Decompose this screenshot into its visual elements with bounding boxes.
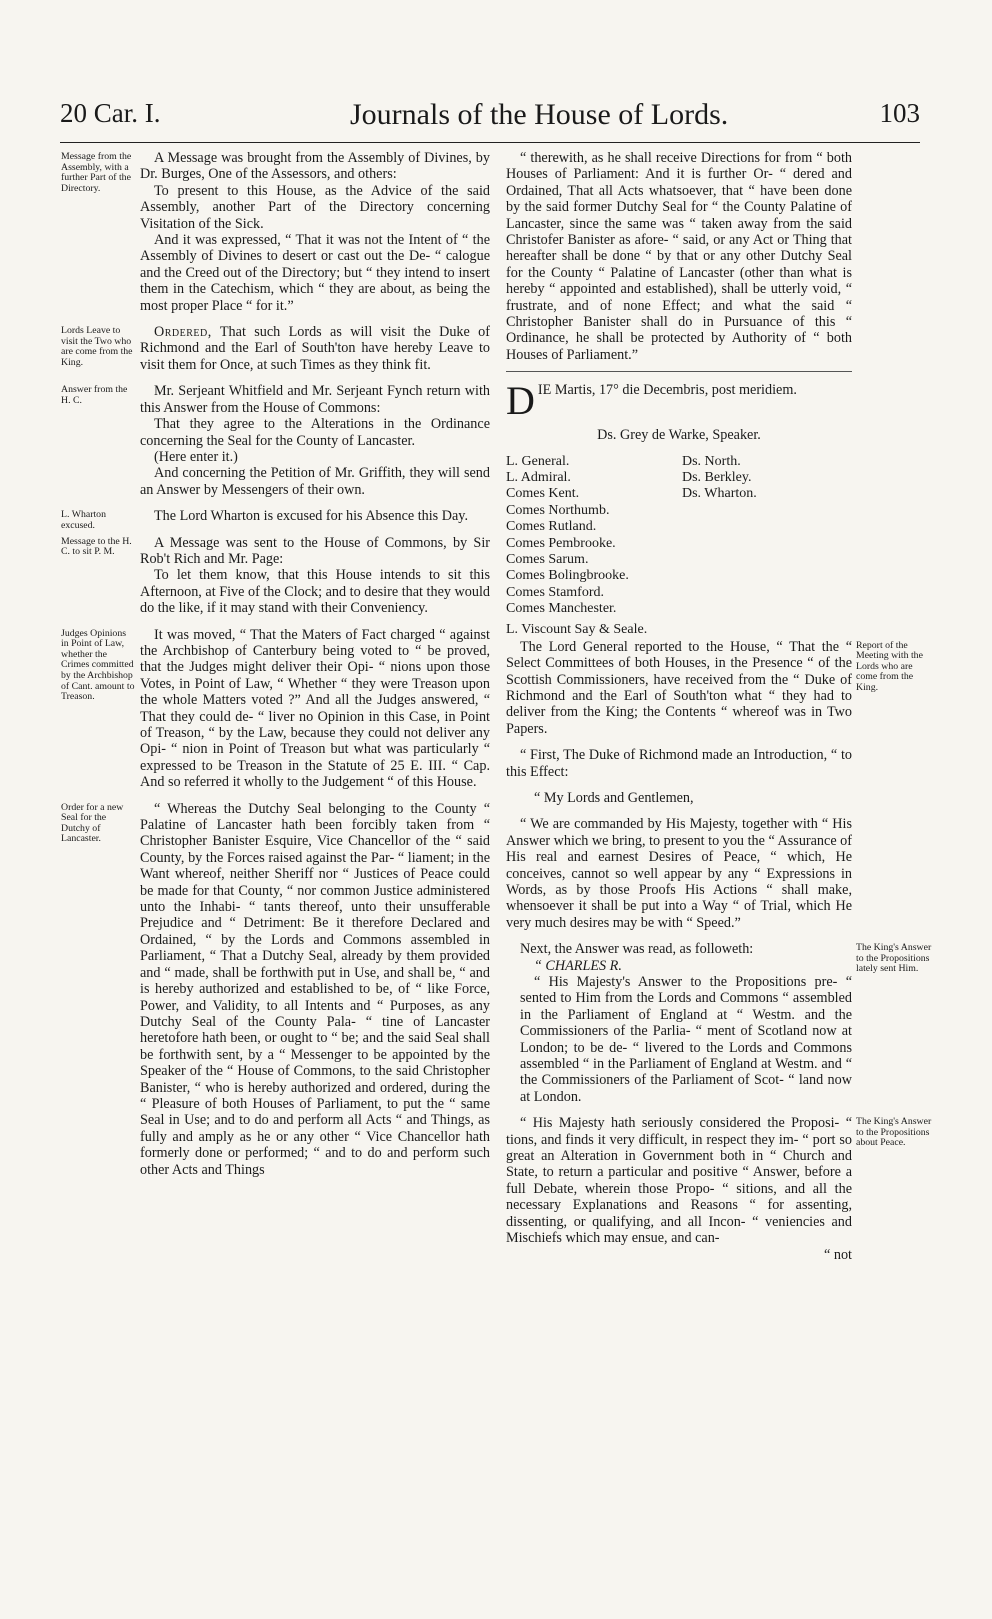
attendee: L. Viscount Say & Seale.	[506, 621, 648, 637]
ordinance-continuation: “ therewith, as he shall receive Directions for from “ both Houses of Parliament: And it is further Or- “ dered and Ordained, That all Acts whatsoever, that “ have been done by the said former Dutchy Seal for “ the County Palatine of Lancaster, since the same was “ taken away from the said Christofer Banister as afore- “ said, or any Act or Thing that hereafter shall be done “ by that or any other Dutchy Seal for the County “ Palatine of Lancaster (other than what is hereby “ appointed and established), shall be utterly void, “ frustrate, and of none Effect; and what the said “ Christopher Banister shall do in Pursuance of this “ Ordinance, he shall be protected by Authority of “ both Houses of Parliament.”	[506, 150, 852, 363]
paragraph: The Lord General reported to the House, “ That the “ Select Committees of both Houses, in the Presence “ of the Scottish Commissioners, have received from the “ Duke of Richmond and the Earl of South'ton what “ they had to deliver from the King; the Contents “ whereof was in Two Papers.	[506, 638, 852, 737]
attendance-barons	[682, 454, 757, 503]
page-number: 103	[879, 98, 920, 128]
paragraph	[140, 324, 490, 373]
paragraph: A Message was brought from the Assembly of Divines, by Dr. Burges, One of the Assessors, and others:	[140, 150, 490, 183]
entry-assembly-message	[61, 150, 490, 314]
header-rule	[60, 142, 920, 143]
section-rule	[506, 371, 852, 372]
paragraph: To present to this House, as the Advice of the said Assembly, another Part of the Directory concerning Visitation of the Sick.	[140, 182, 490, 232]
paragraph: “ Whereas the Dutchy Seal belonging to the County “ Palatine of Lancaster hath been forcibly taken from “ Christopher Banister Esquire, Vice Chancellor of the “ said County, by the Forces raised against the Par- “ liament; in the Want whereof, neither Sheriff nor “ Justices of Peace could be made for that County, “ nor common Justice administered unto the Inhabi- “ tants thereof, unto their unsufferable Prejudice and “ Detriment: Be it therefore Declared and Ordained, “ by the Lords and Commons assembled in Parliament, “ That a Dutchy Seal, already by them provided and “ made, shall be forthwith put in Use, and shall be, “ and is hereby authorized and established to be, of “ like Force, Power, and Validity, to all Intents and “ Purposes, as any Dutchy Seal of the County Pala- “ tine of Lancaster heretofore hath been, or ought to “ be; and the said Seal shall be forthwith sent, by a “ Messenger to be appointed by the Speaker of the “ House of Commons, to the said Christopher Banister, “ who is hereby authorized and ordered, during the “ Pleasure of both Houses of Parliament, to put the “ same Seal in Use; and to do and perform all Acts “ and Things, as fully and amply as he or any other “ Vice Chancellor hath formerly done or performed; “ and to do and perform such other Acts and Things	[140, 800, 490, 1178]
paragraph: Mr. Serjeant Whitfield and Mr. Serjeant Fynch return with this Answer from the House of Commons:	[140, 383, 490, 416]
paragraph: And it was expressed, “ That it was not the Intent of “ the Assembly of Divines to desert or cast out the De- “ calogue and the Creed out of the Directory; but “ they intend to insert them in the Catechism, which “ they are about, as being the most proper Place “ for it.”	[140, 232, 490, 314]
attendee: Comes Sarum.	[506, 552, 589, 568]
paragraph: To let them know, that this House intends to sit this Afternoon, at Five of the Clock; and to desire that they would do the like, if it may stand with their Conveniency.	[140, 567, 490, 617]
attendee: L. General.	[506, 453, 570, 469]
running-header	[60, 98, 920, 140]
attendance-earls	[506, 454, 647, 638]
paragraph: A Message was sent to the House of Commons, by Sir Rob't Rich and Mr. Page:	[140, 534, 490, 567]
margin-note: Lords Leave to visit the Two who are come from the King.	[61, 325, 133, 368]
attendance-list	[506, 454, 852, 639]
entry-kings-answer	[506, 941, 932, 1105]
attendee: Comes Northumb.	[506, 502, 610, 518]
paragraph: “ We are commanded by His Majesty, together with “ His Answer which we bring, to present to you the “ Assurance of His real and earnest Desires of Peace, “ which, He conceives, cannot so well appear by any “ Expressions in Words, as by those Proofs His Actions “ shall make, whensoever it shall be put into a Way “ of Trial, which He very much desires may be with “ Speed.”	[506, 816, 852, 931]
entry-peace-answer	[506, 1115, 932, 1263]
attendee: Ds. Wharton.	[682, 486, 757, 502]
paragraph: (Here enter it.)	[154, 448, 238, 465]
margin-note: Report of the Meeting with the Lords who are come from the King.	[856, 639, 923, 694]
paragraph: The Lord Wharton is excused for his Absence this Day.	[154, 508, 469, 525]
attendee: Comes Stamford.	[506, 584, 604, 600]
address-line: “ My Lords and Gentlemen,	[534, 789, 694, 806]
margin-note: Judges Opinions in Point of Law, whether the Crimes committed by the Archbishop of Cant. amount to Treason.	[61, 627, 135, 703]
sitting-date	[506, 378, 852, 424]
ordered-lead: Ordered,	[154, 324, 212, 341]
left-column	[61, 150, 490, 1178]
attendee: Comes Bolingbrooke.	[506, 568, 629, 584]
date-initial: D	[506, 378, 535, 424]
paragraph: “ His Majesty's Answer to the Propositions pre- “ sented to Him from the Lords and Commons “ assembled in the Parliament of England at “ Westm. and the Commissioners of the Parlia- “ ment of Scotland now at London; to be de- “ livered to the Lords and Commons assembled “ in the Parliament of England at Westm. and “ the Commissioners of the Parliament of Scot- “ land now at London.	[520, 974, 852, 1105]
date-text: IE Martis, 17° die Decembris, post meridiem.	[537, 382, 797, 399]
right-column	[506, 150, 932, 1263]
attendee: Comes Manchester.	[506, 601, 617, 617]
attendee: Ds. North.	[682, 453, 741, 469]
margin-note: L. Wharton excused.	[61, 509, 106, 531]
margin-note: Message from the Assembly, with a further Part of the Directory.	[61, 151, 132, 194]
paragraph: Next, the Answer was read, as followeth:	[520, 941, 754, 958]
paragraph: “ His Majesty hath seriously considered the Proposi- “ tions, and finds it very difficult, in respect they im- “ port so great an Alteration in Government both in “ Church and State, to return a particular and positive “ Answer, before a full Debate, wherein those Propo- “ sitions, and all the necessary Explanations and Reasons “ for assenting, dissenting, or qualifying, and all Incon- “ veniencies and Mischiefs which may ensue, and can-	[506, 1115, 852, 1247]
attendee: Ds. Berkley.	[682, 470, 752, 486]
paragraph: “ First, The Duke of Richmond made an Introduction, “ to this Effect:	[506, 747, 852, 780]
paragraph: And concerning the Petition of Mr. Griffith, they will send an Answer by Messengers of their own.	[140, 465, 490, 498]
attendee: Comes Pembrooke.	[506, 535, 616, 551]
entry-answer-hc	[61, 383, 490, 498]
paragraph-text: That such Lords as will visit the Duke of Richmond and the Earl of South'ton have hereby Leave to visit them for Once, at such Times as they think fit.	[140, 324, 490, 373]
margin-note: Answer from the H. C.	[61, 384, 128, 406]
entry-report	[506, 638, 923, 737]
signature-line: “ CHARLES R.	[534, 957, 622, 974]
entry-judges-opinions	[61, 626, 490, 791]
attendee: L. Admiral.	[506, 470, 571, 486]
attendee: Comes Kent.	[506, 486, 580, 502]
attendee: Comes Rutland.	[506, 519, 597, 535]
entry-lords-leave	[61, 324, 490, 373]
margin-note: Order for a new Seal for the Dutchy of Lancaster.	[61, 801, 124, 845]
entry-dutchy-seal	[61, 800, 490, 1178]
paragraph: It was moved, “ That the Maters of Fact charged “ against the Archbishop of Canterbury being voted to “ be proved, that the Judges might deliver their Opi- “ nions upon those Votes, in Point of Law, “ Whether “ they were Treason upon the whole Matters voted ?” And all the Judges answered, “ That they could de- “ liver no Opinion in this Case, in Point of Treason, “ by the Law, because they could not deliver any Opi- “ nion in Point of Treason but what was particularly “ expressed to be Treason in the Statute of 25 E. III. “ Cap. And so referred it wholly to the Judgement “ of this House.	[140, 626, 490, 791]
margin-note: The King's Answer to the Propositions about Peace.	[856, 1116, 932, 1149]
journal-title: Journals of the House of Lords.	[350, 98, 729, 131]
regnal-year: 20 Car. I.	[60, 98, 161, 128]
paragraph: That they agree to the Alterations in the Ordinance concerning the Seal for the County of Lancaster.	[140, 416, 490, 449]
entry-wharton-excused	[61, 508, 490, 531]
entry-message-hc	[61, 534, 490, 617]
margin-note: The King's Answer to the Propositions lately sent Him.	[856, 942, 932, 975]
catchword: “ not	[824, 1246, 852, 1263]
margin-note: Message to the H. C. to sit P. M.	[61, 535, 132, 558]
speaker-line: Ds. Grey de Warke, Speaker.	[597, 427, 761, 444]
